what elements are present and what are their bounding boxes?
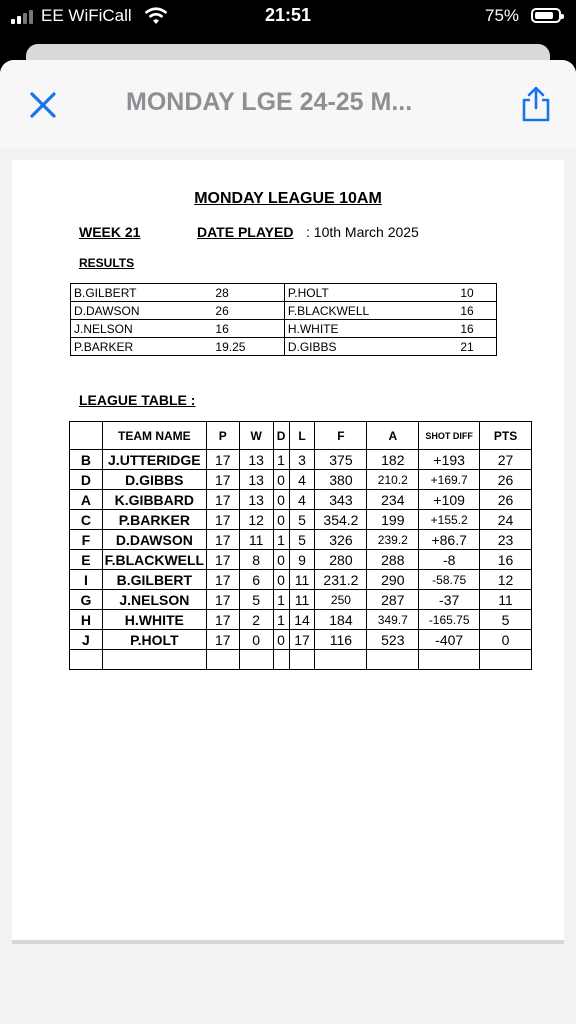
table-cell: B (70, 450, 103, 470)
table-cell: 1 (273, 610, 289, 630)
table-row (70, 550, 532, 570)
table-cell: 0 (273, 630, 289, 650)
table-cell: 343 (315, 490, 367, 510)
battery-percent: 75% (485, 6, 520, 25)
table-cell: 250 (315, 590, 367, 610)
table-cell: 1 (273, 530, 289, 550)
table-cell: 26 (480, 470, 532, 490)
table-cell: -58.75 (419, 570, 480, 590)
table-cell: 23 (480, 530, 532, 550)
table-cell: +109 (419, 490, 480, 510)
table-cell: -407 (419, 630, 480, 650)
table-cell: 0 (273, 510, 289, 530)
table-cell: 24 (480, 510, 532, 530)
table-cell: 16 (480, 550, 532, 570)
carrier-label: EE WiFiCall (41, 6, 132, 25)
table-cell: 184 (315, 610, 367, 630)
table-cell: 0 (273, 570, 289, 590)
table-cell: B.GILBERT (102, 570, 206, 590)
table-cell: 9 (289, 550, 315, 570)
table-cell: 17 (206, 590, 239, 610)
table-cell: 5 (289, 510, 315, 530)
table-row (70, 630, 532, 650)
table-cell: 380 (315, 470, 367, 490)
column-header: D (273, 422, 289, 450)
table-cell: 17 (206, 470, 239, 490)
home-score-cell: 28 (212, 284, 284, 302)
table-cell: 17 (206, 490, 239, 510)
table-cell (70, 650, 103, 670)
table-cell: +193 (419, 450, 480, 470)
away-team-cell: H.WHITE (284, 320, 457, 338)
table-row (70, 470, 532, 490)
column-header (70, 422, 103, 450)
column-header: TEAM NAME (102, 422, 206, 450)
document-title: MONDAY LGE 24-25 M... (126, 88, 413, 116)
column-header: A (367, 422, 419, 450)
table-cell: 1 (273, 590, 289, 610)
table-cell: 11 (289, 570, 315, 590)
table-cell: 375 (315, 450, 367, 470)
table-cell: D.GIBBS (102, 470, 206, 490)
column-header: SHOT DIFF (419, 422, 480, 450)
table-cell: 13 (239, 490, 273, 510)
table-cell: 13 (239, 470, 273, 490)
table-cell: 239.2 (367, 530, 419, 550)
home-score-cell: 19.25 (212, 338, 284, 356)
table-cell: J (70, 630, 103, 650)
away-team-cell: F.BLACKWELL (284, 302, 457, 320)
league-table (69, 421, 532, 670)
table-cell: 27 (480, 450, 532, 470)
table-cell: 11 (480, 590, 532, 610)
table-cell: G (70, 590, 103, 610)
table-cell (367, 650, 419, 670)
home-score-cell: 16 (212, 320, 284, 338)
table-cell (239, 650, 273, 670)
results-row (71, 320, 497, 338)
table-cell: 17 (206, 630, 239, 650)
table-cell: 5 (239, 590, 273, 610)
date-value: : 10th March 2025 (306, 224, 419, 240)
table-cell: J.UTTERIDGE (102, 450, 206, 470)
results-heading: RESULTS (79, 256, 135, 270)
empty-row (70, 650, 532, 670)
table-cell: 280 (315, 550, 367, 570)
table-cell: 2 (239, 610, 273, 630)
away-team-cell: P.HOLT (284, 284, 457, 302)
table-cell: 182 (367, 450, 419, 470)
table-cell: 5 (480, 610, 532, 630)
table-cell (102, 650, 206, 670)
table-row (70, 490, 532, 510)
home-team-cell: D.DAWSON (71, 302, 213, 320)
table-cell: 1 (273, 450, 289, 470)
table-cell: 523 (367, 630, 419, 650)
table-cell (480, 650, 532, 670)
table-cell: 210.2 (367, 470, 419, 490)
share-icon[interactable] (518, 84, 554, 124)
results-row (71, 302, 497, 320)
table-cell: 13 (239, 450, 273, 470)
document-viewer-sheet (0, 60, 576, 1024)
table-cell: -8 (419, 550, 480, 570)
results-table (70, 283, 497, 356)
away-score-cell: 21 (457, 338, 496, 356)
date-label: DATE PLAYED (197, 224, 294, 240)
battery-icon (531, 8, 561, 23)
table-cell (206, 650, 239, 670)
table-cell: 17 (206, 450, 239, 470)
document-page (12, 160, 564, 944)
away-score-cell: 10 (457, 284, 496, 302)
status-bar (0, 0, 576, 34)
table-cell: 288 (367, 550, 419, 570)
table-cell: 17 (206, 530, 239, 550)
table-cell: 26 (480, 490, 532, 510)
results-row (71, 338, 497, 356)
column-header: L (289, 422, 315, 450)
table-cell: 17 (289, 630, 315, 650)
table-cell: 116 (315, 630, 367, 650)
away-score-cell: 16 (457, 302, 496, 320)
table-cell: 231.2 (315, 570, 367, 590)
table-cell: 5 (289, 530, 315, 550)
table-cell: 17 (206, 510, 239, 530)
table-row (70, 570, 532, 590)
table-cell: P.HOLT (102, 630, 206, 650)
table-cell: 12 (480, 570, 532, 590)
table-cell: 234 (367, 490, 419, 510)
table-cell: 199 (367, 510, 419, 530)
table-cell: I (70, 570, 103, 590)
table-cell: -165.75 (419, 610, 480, 630)
table-cell: -37 (419, 590, 480, 610)
viewer-background (0, 944, 576, 1024)
table-cell (315, 650, 367, 670)
table-cell: 326 (315, 530, 367, 550)
table-cell: 0 (239, 630, 273, 650)
column-header: F (315, 422, 367, 450)
table-cell (419, 650, 480, 670)
table-cell: J.NELSON (102, 590, 206, 610)
table-cell: K.GIBBARD (102, 490, 206, 510)
table-cell: D (70, 470, 103, 490)
column-header: PTS (480, 422, 532, 450)
table-cell: C (70, 510, 103, 530)
table-cell: 0 (273, 550, 289, 570)
home-team-cell: J.NELSON (71, 320, 213, 338)
table-cell (273, 650, 289, 670)
home-team-cell: B.GILBERT (71, 284, 213, 302)
column-header: P (206, 422, 239, 450)
week-label: WEEK 21 (79, 224, 141, 240)
table-cell: 17 (206, 610, 239, 630)
table-row (70, 590, 532, 610)
results-row (71, 284, 497, 302)
table-cell: D.DAWSON (102, 530, 206, 550)
table-cell: 290 (367, 570, 419, 590)
table-cell: F.BLACKWELL (102, 550, 206, 570)
table-cell: 17 (206, 550, 239, 570)
page-heading: MONDAY LEAGUE 10AM (194, 190, 382, 207)
table-cell: 0 (480, 630, 532, 650)
league-table-heading: LEAGUE TABLE : (79, 392, 196, 408)
column-header: W (239, 422, 273, 450)
table-cell: +155.2 (419, 510, 480, 530)
away-score-cell: 16 (457, 320, 496, 338)
table-cell: 11 (289, 590, 315, 610)
table-cell (289, 650, 315, 670)
table-cell: F (70, 530, 103, 550)
table-cell: 0 (273, 470, 289, 490)
table-cell: H (70, 610, 103, 630)
table-cell: H.WHITE (102, 610, 206, 630)
table-cell: P.BARKER (102, 510, 206, 530)
table-row (70, 450, 532, 470)
table-cell: 14 (289, 610, 315, 630)
table-cell: 4 (289, 490, 315, 510)
home-team-cell: P.BARKER (71, 338, 213, 356)
table-cell: 354.2 (315, 510, 367, 530)
table-cell: 17 (206, 570, 239, 590)
table-cell: 11 (239, 530, 273, 550)
table-row (70, 510, 532, 530)
table-cell: 3 (289, 450, 315, 470)
viewer-nav-bar (0, 60, 576, 148)
table-cell: 4 (289, 470, 315, 490)
away-team-cell: D.GIBBS (284, 338, 457, 356)
table-cell: 6 (239, 570, 273, 590)
table-cell: A (70, 490, 103, 510)
table-cell: 0 (273, 490, 289, 510)
table-row (70, 530, 532, 550)
table-cell: +169.7 (419, 470, 480, 490)
table-cell: 287 (367, 590, 419, 610)
table-cell: 8 (239, 550, 273, 570)
clock: 21:51 (264, 5, 312, 25)
table-cell: 349.7 (367, 610, 419, 630)
table-row (70, 610, 532, 630)
table-cell: 12 (239, 510, 273, 530)
home-score-cell: 26 (212, 302, 284, 320)
close-icon[interactable] (26, 88, 60, 122)
table-cell: +86.7 (419, 530, 480, 550)
table-cell: E (70, 550, 103, 570)
